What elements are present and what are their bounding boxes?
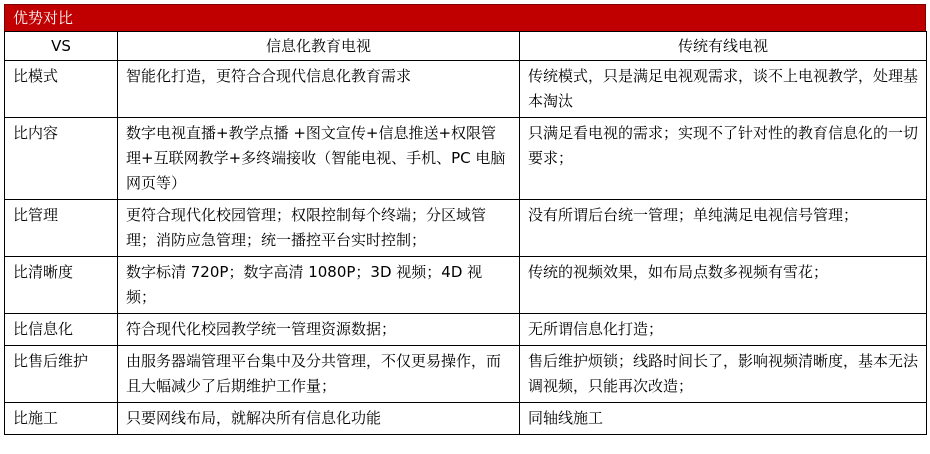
edu-cell: 数字电视直播+教学点播 +图文宣传+信息推送+权限管理+互联网教学+多终端接收（智能电视、手机、PC 电脑网页等） xyxy=(118,118,520,200)
cable-cell: 售后维护烦锁；线路时间长了，影响视频清晰度，基本无法调视频，只能再次改造； xyxy=(520,346,927,403)
header-row xyxy=(5,32,927,61)
header-cable-tv: 传统有线电视 xyxy=(520,32,927,61)
table-row xyxy=(5,200,927,257)
comparison-table-container xyxy=(4,4,926,435)
cable-cell: 只满足看电视的需求；实现不了针对性的教育信息化的一切要求； xyxy=(520,118,927,200)
row-label: 比售后维护 xyxy=(5,346,118,403)
table-row xyxy=(5,403,927,435)
edu-cell: 智能化打造，更符合合现代信息化教育需求 xyxy=(118,61,520,118)
header-vs: VS xyxy=(5,32,118,61)
comparison-table xyxy=(4,31,927,435)
table-row xyxy=(5,118,927,200)
header-edu-tv: 信息化教育电视 xyxy=(118,32,520,61)
edu-cell: 由服务器端管理平台集中及分共管理，不仅更易操作，而且大幅减少了后期维护工作量； xyxy=(118,346,520,403)
row-label: 比信息化 xyxy=(5,314,118,346)
cable-cell: 无所谓信息化打造； xyxy=(520,314,927,346)
edu-cell: 只要网线布局，就解决所有信息化功能 xyxy=(118,403,520,435)
table-row xyxy=(5,346,927,403)
table-row xyxy=(5,61,927,118)
table-row xyxy=(5,314,927,346)
edu-cell: 数字标清 720P；数字高清 1080P；3D 视频；4D 视频； xyxy=(118,257,520,314)
row-label: 比施工 xyxy=(5,403,118,435)
row-label: 比内容 xyxy=(5,118,118,200)
table-title: 优势对比 xyxy=(4,4,926,31)
cable-cell: 传统的视频效果，如布局点数多视频有雪花； xyxy=(520,257,927,314)
row-label: 比模式 xyxy=(5,61,118,118)
cable-cell: 同轴线施工 xyxy=(520,403,927,435)
row-label: 比管理 xyxy=(5,200,118,257)
cable-cell: 传统模式，只是满足电视观需求，谈不上电视教学，处理基本淘汰 xyxy=(520,61,927,118)
row-label: 比清晰度 xyxy=(5,257,118,314)
edu-cell: 更符合现代化校园管理；权限控制每个终端；分区域管理；消防应急管理；统一播控平台实时控制； xyxy=(118,200,520,257)
cable-cell: 没有所谓后台统一管理；单纯满足电视信号管理； xyxy=(520,200,927,257)
edu-cell: 符合现代化校园教学统一管理资源数据； xyxy=(118,314,520,346)
table-row xyxy=(5,257,927,314)
